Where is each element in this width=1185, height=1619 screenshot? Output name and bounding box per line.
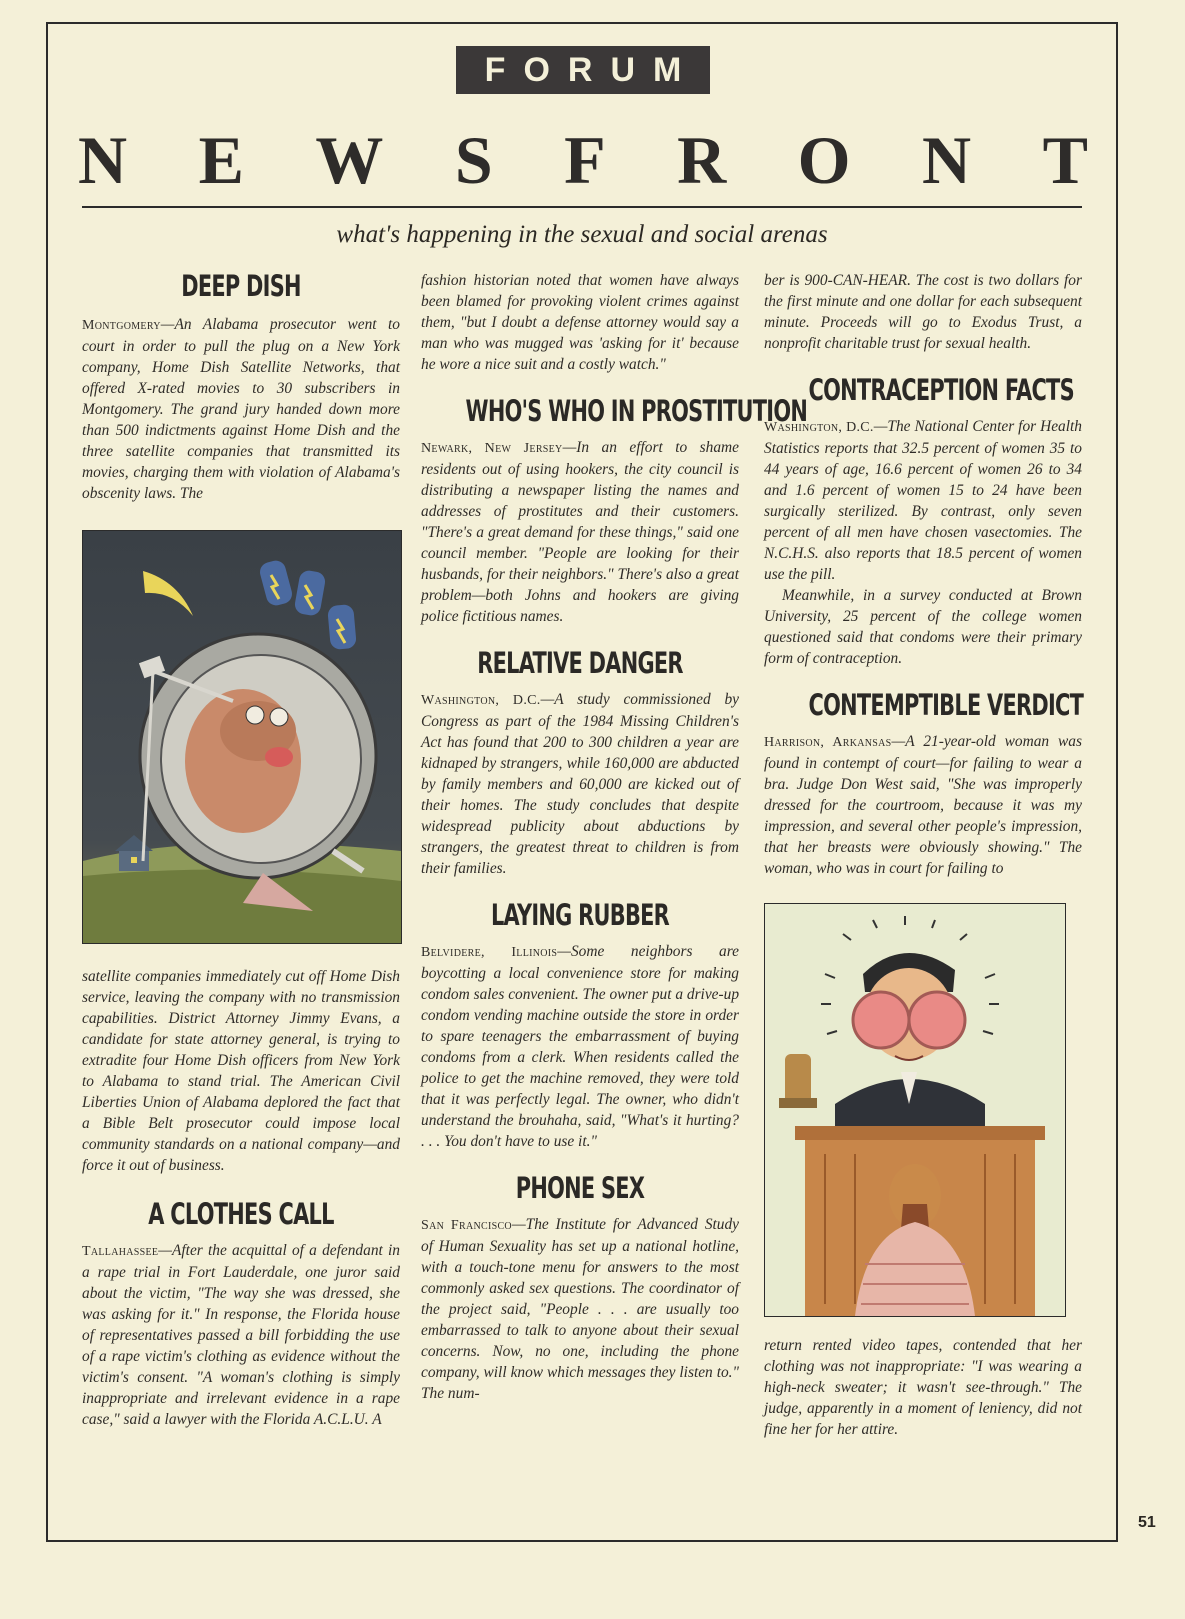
masthead-letter: T xyxy=(1042,121,1088,198)
article-body-continued: return rented video tapes, contended that her clothing was not inappropriate: "I was wearing a high-neck sweater; it wasn't see-through." The judge, apparently in a moment of leniency, did not fine her for her attire. xyxy=(764,1337,1082,1438)
headline-deep-dish: DEEP DISH xyxy=(181,269,301,303)
dateline: Newark, New Jersey xyxy=(421,441,563,456)
article-body: Washington, D.C.—The National Center for Health Statistics reports that 32.5 percent of women 35 to 44 years of age, 16.6 percent of women 26 to 34 and 1.6 percent of women 15 to 24 have been surgically sterilized. By contrast, only seven percent of all men have chosen vasectomies. The N.C.H.S. also reports that 18.5 percent of women use the pill. xyxy=(764,418,1082,583)
masthead-letter: W xyxy=(315,121,384,198)
article-body: Tallahassee—After the acquittal of a defendant in a rape trial in Fort Lauderdale, one juror said about the victim, "The way she was dressed, she was asking for it." In response, the Florida house of representatives passed a bill forbidding the use of a rape victim's clothing as evidence without the victim's consent. "A woman's clothing is simply inappropriate and irrelevant evidence in a rape case," said a lawyer with the Florida A.C.L.U. A xyxy=(82,1242,400,1428)
dateline: Tallahassee xyxy=(82,1244,159,1259)
article-body: Newark, New Jersey—In an effort to shame residents out of using hookers, the city council is distributing a newspaper listing the names and addresses of prostitutes and their customers. "There's a great demand for these things," said one council member. "People are looking for their husbands, for their neighbors." There's also a great problem—both Johns and hookers are giving police fictitious names. xyxy=(421,439,739,625)
headline-clothes-call: A CLOTHES CALL xyxy=(148,1197,334,1231)
dateline: Belvidere, Illinois xyxy=(421,945,558,960)
column-3 xyxy=(764,266,1082,1536)
masthead-letter: E xyxy=(198,121,244,198)
masthead xyxy=(78,120,1088,200)
headline-contemptible-verdict: CONTEMPTIBLE VERDICT xyxy=(808,688,1084,722)
article-body-continued: ber is 900-CAN-HEAR. The cost is two dollars for the first minute and one dollar for each subsequent minute. Proceeds will go to Exodus Trust, a nonprofit charitable trust for sexual health. xyxy=(764,272,1082,352)
dateline: Washington, D.C. xyxy=(421,693,541,708)
article-body: Harrison, Arkansas—A 21-year-old woman was found in contempt of court—for failing to wear a bra. Judge Don West said, "She was improperly dressed for the courtroom, because it was my impression, and several other people's impression, that her breasts were obviously showing." The woman, who was in court for failing to xyxy=(764,733,1082,877)
section-label: FORUM xyxy=(456,46,710,94)
dateline: Harrison, Arkansas xyxy=(764,735,892,750)
headline-contraception-facts: CONTRACEPTION FACTS xyxy=(808,373,1074,407)
dateline: Montgomery xyxy=(82,318,161,333)
masthead-letter: N xyxy=(922,121,972,198)
masthead-letter: S xyxy=(454,121,493,198)
tagline: what's happening in the sexual and social arenas xyxy=(336,221,828,248)
article-body: San Francisco—The Institute for Advanced Study of Human Sexuality has set up a national hotline, with a touch-tone menu for answers to the most commonly asked sex questions. The coordinator of the project said, "People . . . are usually too embarrassed to talk to anyone about their sexual concerns. Now, no one, including the phone company, will know which messages they listen to." The num- xyxy=(421,1216,740,1402)
article-body: Montgomery—An Alabama prosecutor went to court in order to pull the plug on a New York company, Home Dish Satellite Networks, that offered X-rated movies to 30 subscribers in Montgomery. The grand jury handed down more than 500 indictments against Home Dish and the three satellite companies that transmitted its movies, charging them with violation of Alabama's obscenity laws. The xyxy=(82,316,400,502)
masthead-letter: F xyxy=(564,121,606,198)
article-body: Belvidere, Illinois—Some neighbors are boycotting a local convenience store for making condom sales convenient. The owner put a drive-up condom vending machine outside the store in order to spare teenagers the embarrassment of buying condoms from a clerk. When residents called the police to get the machine removed, they were told that it was perfectly legal. The owner, who didn't understand the brouhaha, said, "What's it hurting? . . . You don't have to use it." xyxy=(421,943,740,1150)
article-body-continued: fashion historian noted that women have always been blamed for provoking violent crimes against them, "but I doubt a defense attorney would say a man who was mugged was 'asking for it' because he wore a nice suit and a costly watch." xyxy=(421,272,739,373)
column-1 xyxy=(82,266,400,1536)
illustration-judge xyxy=(764,903,1066,1317)
article-body-continued: satellite companies immediately cut off Home Dish service, leaving the company with no transmission capabilities. District Attorney Jimmy Evans, a candidate for state attorney general, is trying to extradite four Home Dish officers from New York to Alabama to stand trial. The American Civil Liberties Union of Alabama deplored the fact that a Bible Belt prosecutor could impose local community standards on a national company—and force it out of business. xyxy=(82,968,400,1174)
dateline: Washington, D.C. xyxy=(764,420,874,435)
headline-phone-sex: PHONE SEX xyxy=(515,1171,645,1205)
headline-prostitution: WHO'S WHO IN PROSTITUTION xyxy=(465,394,808,428)
masthead-rule xyxy=(82,206,1082,208)
page-number: 51 xyxy=(1138,1514,1156,1531)
masthead-letter: O xyxy=(797,121,851,198)
dateline: San Francisco xyxy=(421,1218,512,1233)
article-body: Meanwhile, in a survey conducted at Brown University, 25 percent of the college women questioned said that condoms were their primary form of contraception. xyxy=(764,587,1082,667)
article-body: Washington, D.C.—A study commissioned by Congress as part of the 1984 Missing Children's Act has found that 200 to 300 children a year are kidnaped by strangers, while 160,000 are abducted by family members and 60,000 are kicked out of their homes. The study concludes that despite widespread publicity about abductions by strangers, the greatest threat to children is from their families. xyxy=(421,691,739,877)
headline-relative-danger: RELATIVE DANGER xyxy=(477,646,683,680)
masthead-letter: N xyxy=(78,121,128,198)
illustration-satellite-dish xyxy=(82,530,402,944)
headline-laying-rubber: LAYING RUBBER xyxy=(490,898,670,932)
column-2 xyxy=(421,266,808,1536)
masthead-letter: R xyxy=(677,121,727,198)
